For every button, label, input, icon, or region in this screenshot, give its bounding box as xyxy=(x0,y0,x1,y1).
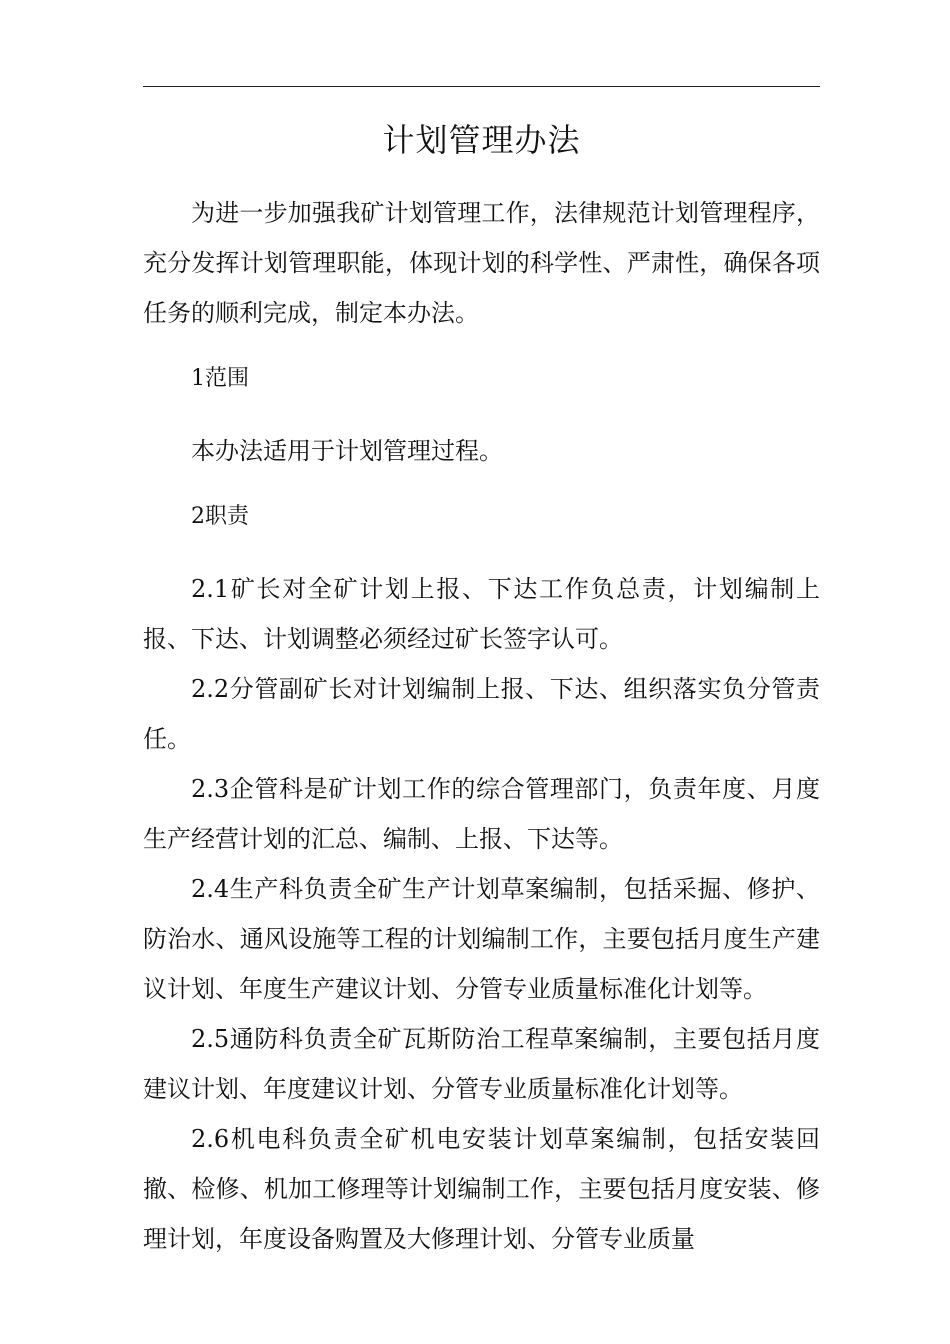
document-title: 计划管理办法 xyxy=(382,121,581,159)
scope-paragraph: 本办法适用于计划管理过程。 xyxy=(191,437,503,465)
list-item: 2.3企管科是矿计划工作的综合管理部门，负责年度、月度生产经营计划的汇总、编制、上报、下达等。 xyxy=(143,775,820,853)
list-item: 2.1矿长对全矿计划上报、下达工作负总责，计划编制上报、下达、计划调整必须经过矿长签字认可。 xyxy=(143,575,820,653)
list-item: 2.6机电科负责全矿机电安装计划草案编制，包括安装回撤、检修、机加工修理等计划编制工作，主要包括月度安装、修理计划，年度设备购置及大修理计划、分管专业质量 xyxy=(143,1125,820,1253)
list-item: 2.5通防科负责全矿瓦斯防治工程草案编制，主要包括月度建议计划、年度建议计划、分管专业质量标准化计划等。 xyxy=(143,1025,820,1103)
list-item: 2.2分管副矿长对计划编制上报、下达、组织落实负分管责任。 xyxy=(143,675,820,753)
header-rule xyxy=(143,86,820,87)
document-body xyxy=(143,118,820,1264)
section-heading-scope: 1范围 xyxy=(191,366,249,391)
intro-paragraph: 为进一步加强我矿计划管理工作，法律规范计划管理程序，充分发挥计划管理职能，体现计划的科学性、严肃性，确保各项任务的顺利完成，制定本办法。 xyxy=(143,199,820,327)
list-item: 2.4生产科负责全矿生产计划草案编制，包括采掘、修护、防治水、通风设施等工程的计划编制工作，主要包括月度生产建议计划、年度生产建议计划、分管专业质量标准化计划等。 xyxy=(143,875,820,1003)
section-heading-responsibilities: 2职责 xyxy=(191,504,249,529)
